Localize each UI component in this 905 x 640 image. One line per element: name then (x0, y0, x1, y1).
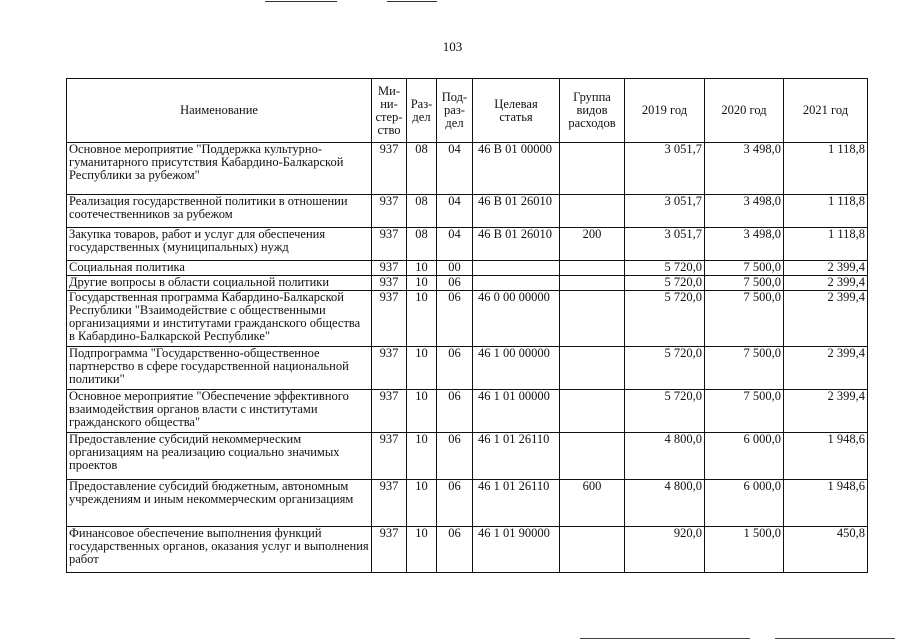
row-section: 10 (407, 480, 437, 527)
row-subsection: 06 (437, 276, 473, 291)
row-2019: 3 051,7 (625, 143, 705, 195)
row-group (560, 143, 625, 195)
row-2019: 3 051,7 (625, 228, 705, 261)
row-2019: 5 720,0 (625, 390, 705, 433)
row-2020: 3 498,0 (705, 143, 784, 195)
row-subsection: 06 (437, 480, 473, 527)
row-name: Предоставление субсидий бюджетным, автономным учреждениям и иным некоммерческим организациям (67, 480, 372, 527)
row-subsection: 06 (437, 390, 473, 433)
row-target: 46 В 01 26010 (473, 228, 560, 261)
row-2021: 2 399,4 (784, 347, 868, 390)
row-2021: 2 399,4 (784, 390, 868, 433)
row-2020: 7 500,0 (705, 291, 784, 347)
row-target (473, 261, 560, 276)
row-target: 46 1 01 26110 (473, 433, 560, 480)
row-section: 10 (407, 390, 437, 433)
row-2021: 2 399,4 (784, 291, 868, 347)
row-2021: 1 118,8 (784, 143, 868, 195)
row-ministry: 937 (372, 291, 407, 347)
row-2019: 3 051,7 (625, 195, 705, 228)
row-group (560, 390, 625, 433)
row-group (560, 261, 625, 276)
header-2019: 2019 год (625, 79, 705, 143)
row-name: Социальная политика (67, 261, 372, 276)
row-group: 600 (560, 480, 625, 527)
row-target: 46 0 00 00000 (473, 291, 560, 347)
row-group (560, 195, 625, 228)
header-target: Целевая статья (473, 79, 560, 143)
row-section: 08 (407, 143, 437, 195)
row-name: Предоставление субсидий некоммерческим организациям на реализацию социально значимых проектов (67, 433, 372, 480)
row-2021: 2 399,4 (784, 261, 868, 276)
row-2020: 3 498,0 (705, 228, 784, 261)
budget-table (66, 78, 868, 573)
row-group (560, 527, 625, 573)
row-section: 08 (407, 195, 437, 228)
row-2019: 5 720,0 (625, 261, 705, 276)
row-ministry: 937 (372, 480, 407, 527)
row-name: Основное мероприятие "Обеспечение эффективного взаимодействия органов власти с институтами гражданского общества" (67, 390, 372, 433)
row-2020: 6 000,0 (705, 433, 784, 480)
row-subsection: 00 (437, 261, 473, 276)
row-name: Закупка товаров, работ и услуг для обеспечения государственных (муниципальных) нужд (67, 228, 372, 261)
row-2020: 3 498,0 (705, 195, 784, 228)
header-2021: 2021 год (784, 79, 868, 143)
row-subsection: 04 (437, 228, 473, 261)
row-name: Реализация государственной политики в отношении соотечественников за рубежом (67, 195, 372, 228)
row-group (560, 276, 625, 291)
row-group (560, 433, 625, 480)
row-name: Подпрограмма "Государственно-общественное партнерство в сфере государственной национальной политики" (67, 347, 372, 390)
row-section: 10 (407, 261, 437, 276)
row-subsection: 06 (437, 291, 473, 347)
row-2021: 1 118,8 (784, 228, 868, 261)
header-name: Наименование (67, 79, 372, 143)
row-ministry: 937 (372, 527, 407, 573)
row-section: 10 (407, 433, 437, 480)
row-group (560, 291, 625, 347)
row-section: 10 (407, 291, 437, 347)
row-section: 10 (407, 527, 437, 573)
row-ministry: 937 (372, 143, 407, 195)
row-2019: 5 720,0 (625, 347, 705, 390)
row-target: 46 1 00 00000 (473, 347, 560, 390)
row-2019: 4 800,0 (625, 480, 705, 527)
row-target: 46 1 01 90000 (473, 527, 560, 573)
scan-mark-bottom-right (775, 638, 895, 639)
table-row (67, 261, 868, 276)
table-row (67, 291, 868, 347)
row-target: 46 1 01 26110 (473, 480, 560, 527)
row-2019: 5 720,0 (625, 276, 705, 291)
row-2021: 2 399,4 (784, 276, 868, 291)
row-2020: 7 500,0 (705, 261, 784, 276)
scan-mark-top-right (387, 1, 437, 2)
scan-mark-top-left (265, 1, 337, 2)
row-target: 46 В 01 00000 (473, 143, 560, 195)
table-row (67, 527, 868, 573)
table-header-row (67, 79, 868, 143)
page-number: 103 (442, 39, 463, 54)
row-2020: 7 500,0 (705, 347, 784, 390)
row-ministry: 937 (372, 261, 407, 276)
row-target: 46 1 01 00000 (473, 390, 560, 433)
row-group: 200 (560, 228, 625, 261)
row-2021: 1 118,8 (784, 195, 868, 228)
row-name: Финансовое обеспечение выполнения функций государственных органов, оказания услуг и выполнения работ (67, 527, 372, 573)
row-2021: 1 948,6 (784, 480, 868, 527)
row-2020: 6 000,0 (705, 480, 784, 527)
row-ministry: 937 (372, 228, 407, 261)
row-section: 10 (407, 347, 437, 390)
row-subsection: 06 (437, 433, 473, 480)
table-row (67, 347, 868, 390)
header-ministry: Ми- ни- стер- ство (372, 79, 407, 143)
table-row (67, 228, 868, 261)
row-2020: 7 500,0 (705, 276, 784, 291)
row-subsection: 04 (437, 195, 473, 228)
row-2020: 1 500,0 (705, 527, 784, 573)
row-target (473, 276, 560, 291)
row-subsection: 04 (437, 143, 473, 195)
row-group (560, 347, 625, 390)
row-ministry: 937 (372, 433, 407, 480)
row-2020: 7 500,0 (705, 390, 784, 433)
row-2021: 1 948,6 (784, 433, 868, 480)
row-ministry: 937 (372, 195, 407, 228)
row-subsection: 06 (437, 527, 473, 573)
row-name: Основное мероприятие "Поддержка культурно-гуманитарного присутствия Кабардино-Балкарской Республики за рубежом" (67, 143, 372, 195)
header-section: Раз- дел (407, 79, 437, 143)
table-row (67, 480, 868, 527)
table-row (67, 390, 868, 433)
row-name: Государственная программа Кабардино-Балкарской Республики "Взаимодействие с общественными организациями и институтами гражданского общества в Кабардино-Балкарской Республике" (67, 291, 372, 347)
scan-mark-bottom-left (580, 638, 750, 639)
header-subsection: Под- раз- дел (437, 79, 473, 143)
row-2019: 4 800,0 (625, 433, 705, 480)
row-section: 10 (407, 276, 437, 291)
row-subsection: 06 (437, 347, 473, 390)
table-row (67, 433, 868, 480)
table-row (67, 276, 868, 291)
row-ministry: 937 (372, 347, 407, 390)
row-2019: 5 720,0 (625, 291, 705, 347)
row-section: 08 (407, 228, 437, 261)
header-group: Группа видов расходов (560, 79, 625, 143)
row-target: 46 В 01 26010 (473, 195, 560, 228)
table-row (67, 143, 868, 195)
row-ministry: 937 (372, 390, 407, 433)
row-ministry: 937 (372, 276, 407, 291)
row-name: Другие вопросы в области социальной политики (67, 276, 372, 291)
header-2020: 2020 год (705, 79, 784, 143)
row-2021: 450,8 (784, 527, 868, 573)
table-body (67, 143, 868, 573)
table-row (67, 195, 868, 228)
row-2019: 920,0 (625, 527, 705, 573)
